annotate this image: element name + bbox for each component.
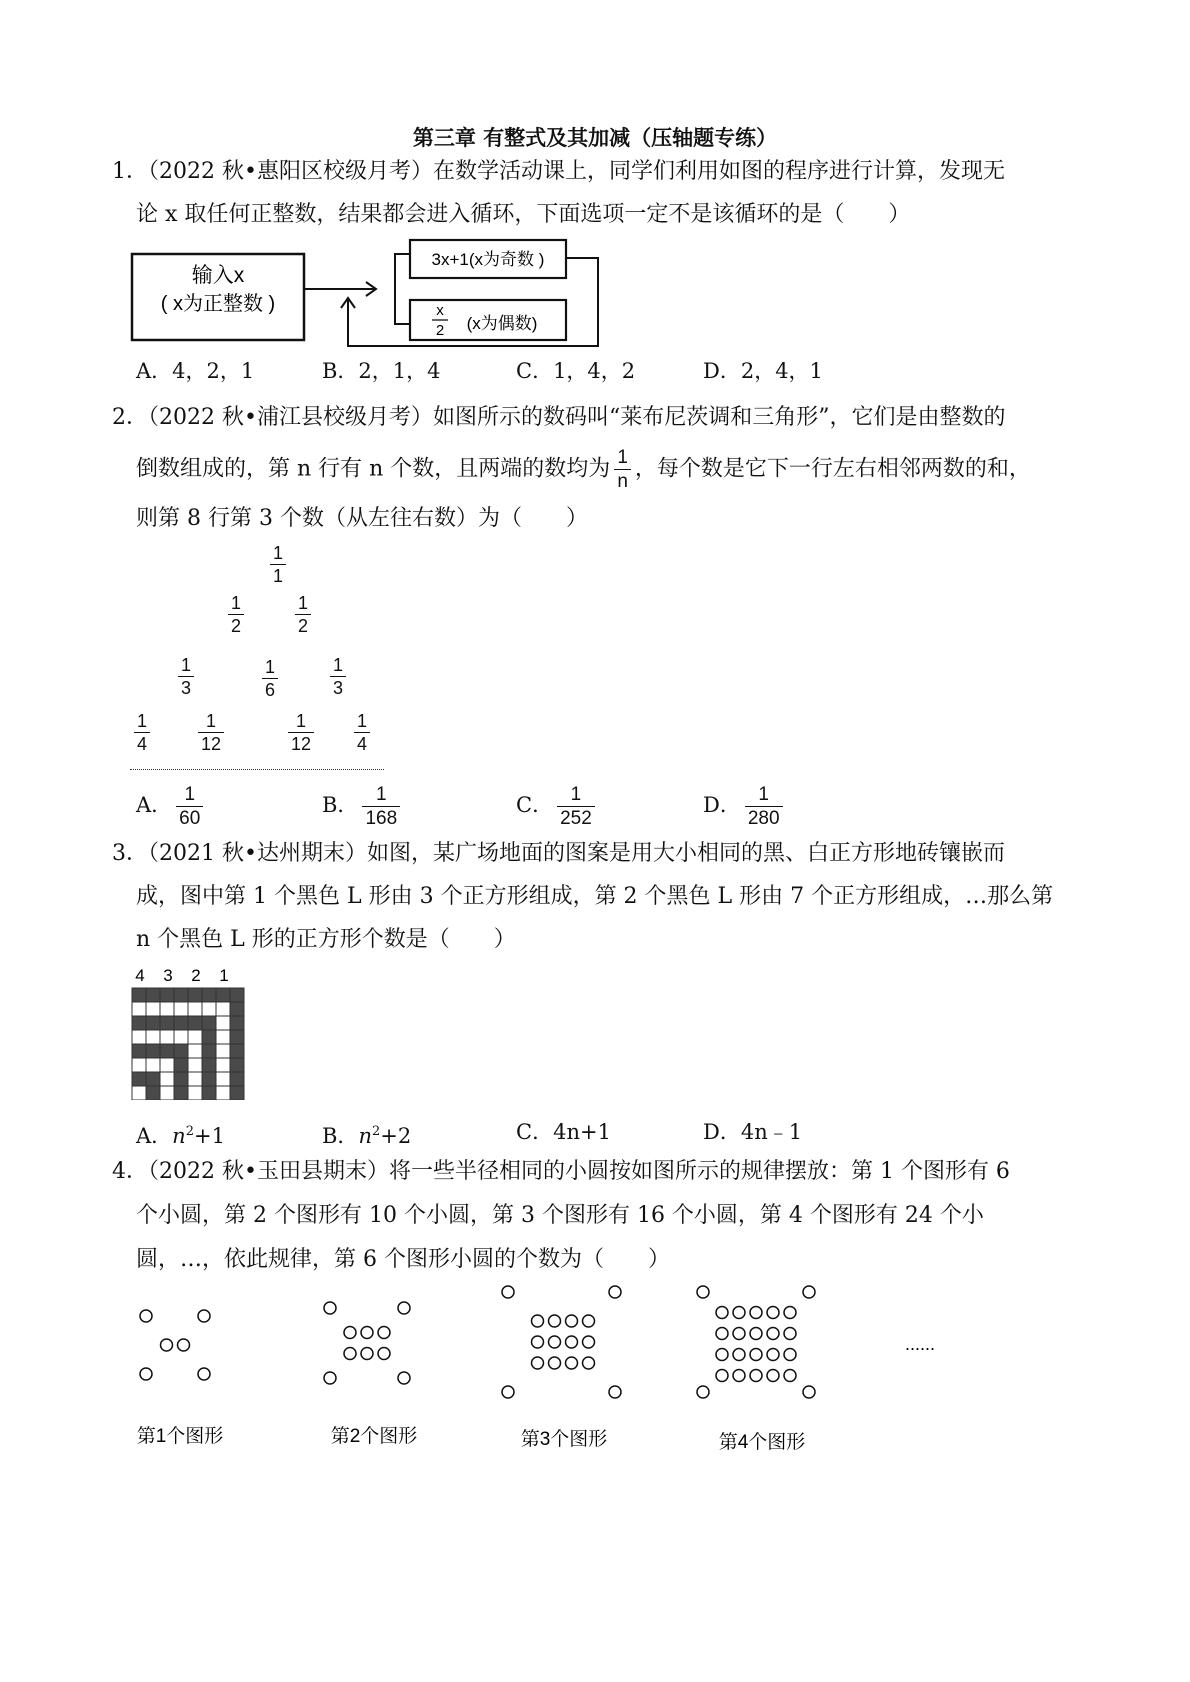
inner-circle — [750, 1328, 762, 1340]
black-tile — [202, 1058, 216, 1072]
corner-circle — [803, 1386, 815, 1398]
figure-label-2: 第2个图形 — [330, 1426, 418, 1447]
corner-circle — [803, 1286, 815, 1298]
q3-option-a: A．$n^2+1$ — [136, 1124, 225, 1148]
white-tile — [132, 1058, 146, 1072]
black-tile — [230, 1030, 244, 1044]
inner-circle — [532, 1315, 544, 1327]
inner-circle — [716, 1349, 728, 1361]
inner-circle — [716, 1370, 728, 1382]
harmonic-triangle — [126, 540, 396, 776]
white-tile — [160, 1030, 174, 1044]
white-tile — [160, 1002, 174, 1016]
q4-stem-line-3: 圆，…，依此规律，第 6 个图形小圆的个数为（ ） — [136, 1247, 670, 1272]
inner-circle — [767, 1307, 779, 1319]
tri-r1-c1: $\frac{1}{1}$ — [270, 544, 286, 585]
q2-stem-line-2 — [136, 448, 1031, 491]
figure-label-4: 第4个图形 — [718, 1432, 806, 1453]
q2-option-c-fraction: $\frac{1}{252}$ — [557, 785, 595, 828]
q3-option-d: D．4n﹣1 — [703, 1120, 803, 1144]
black-tile — [202, 1044, 216, 1058]
white-tile — [188, 1072, 202, 1086]
corner-circle — [502, 1286, 514, 1298]
white-tile — [132, 1030, 146, 1044]
q2-stem-line-2-post: ，每个数是它下一行左右相邻两数的和， — [634, 456, 1031, 482]
corner-circle — [609, 1386, 621, 1398]
q3-l-shape-grid — [130, 962, 248, 1100]
white-tile — [188, 1002, 202, 1016]
corner-circle — [140, 1368, 152, 1380]
branch-line-top — [395, 254, 410, 289]
q2-option-d: D． $\frac{1}{280}$ — [703, 785, 787, 828]
q1-stem-line-2: 论 x 取任何正整数，结果都会进入循环，下面选项一定不是该循环的是（ ） — [136, 202, 911, 227]
corner-circle — [502, 1386, 514, 1398]
inner-circle — [733, 1328, 745, 1340]
q3-stem-line-1: 3．（2021 秋•达州期末）如图，某广场地面的图案是用大小相同的黑、白正方形地砖镶嵌而 — [112, 841, 1005, 866]
inner-circle — [583, 1336, 595, 1348]
q2-option-c: C． $\frac{1}{252}$ — [516, 785, 599, 828]
corner-circle — [609, 1286, 621, 1298]
white-tile — [188, 1086, 202, 1100]
black-tile — [160, 1016, 174, 1030]
q2-option-b-fraction: $\frac{1}{168}$ — [362, 785, 400, 828]
white-tile — [216, 1016, 230, 1030]
white-tile — [216, 1044, 230, 1058]
black-tile — [202, 1030, 216, 1044]
tri-r2-c2: $\frac{1}{2}$ — [295, 594, 311, 635]
black-tile — [146, 1044, 160, 1058]
black-tile — [132, 1072, 146, 1086]
q2-stem-line-3: 则第 8 行第 3 个数（从左往右数）为（ ） — [136, 506, 588, 531]
q2-stem-line-2-pre: 倒数组成的，第 n 行有 n 个数，且两端的数均为 — [136, 456, 611, 482]
tri-r3-c2: $\frac{1}{6}$ — [262, 658, 278, 699]
inner-circle — [784, 1349, 796, 1361]
q2-option-b: B． $\frac{1}{168}$ — [322, 785, 404, 828]
q3-option-c: C．4n+1 — [516, 1120, 611, 1144]
white-tile — [174, 1002, 188, 1016]
black-tile — [174, 988, 188, 1002]
inner-circle — [784, 1307, 796, 1319]
black-tile — [202, 1072, 216, 1086]
circle-patterns — [140, 1286, 815, 1398]
inner-circle — [532, 1336, 544, 1348]
triangle-continuation-dots — [130, 769, 384, 770]
white-tile — [188, 1058, 202, 1072]
black-tile — [160, 1044, 174, 1058]
black-tile — [174, 1072, 188, 1086]
black-tile — [230, 988, 244, 1002]
q1-option-b: B．2，1，4 — [322, 359, 441, 383]
white-tile — [174, 1030, 188, 1044]
inner-circle — [767, 1349, 779, 1361]
corner-circle — [697, 1386, 709, 1398]
corner-circle — [324, 1302, 336, 1314]
inner-circle — [583, 1315, 595, 1327]
q2-option-a-fraction: $\frac{1}{60}$ — [176, 785, 203, 828]
white-tile — [146, 1058, 160, 1072]
input-label-2: ( x为正整数 ) — [160, 293, 276, 315]
inner-circle — [549, 1336, 561, 1348]
inner-circle — [344, 1348, 356, 1360]
corner-circle — [398, 1302, 410, 1314]
black-tile — [146, 1086, 160, 1100]
pattern-ellipsis: ...... — [904, 1334, 936, 1354]
grid-label-2: 2 — [191, 966, 201, 985]
black-tile — [174, 1058, 188, 1072]
black-tile — [216, 988, 230, 1002]
white-tile — [188, 1030, 202, 1044]
black-tile — [230, 1002, 244, 1016]
corner-circle — [140, 1310, 152, 1322]
grid-label-4: 4 — [135, 966, 145, 985]
black-tile — [230, 1058, 244, 1072]
white-tile — [132, 1086, 146, 1100]
grid-cells — [132, 988, 244, 1100]
figure-label-3: 第3个图形 — [520, 1429, 608, 1450]
white-tile — [216, 1058, 230, 1072]
white-tile — [216, 1086, 230, 1100]
input-label-1: 输入x — [191, 264, 245, 287]
black-tile — [230, 1044, 244, 1058]
white-tile — [216, 1030, 230, 1044]
tri-r4-c3: $\frac{1}{12}$ — [288, 712, 314, 753]
black-tile — [174, 1086, 188, 1100]
inner-circle — [750, 1349, 762, 1361]
figure-label-1: 第1个图形 — [136, 1426, 224, 1447]
white-tile — [132, 1002, 146, 1016]
black-tile — [160, 988, 174, 1002]
tri-r3-c3: $\frac{1}{3}$ — [330, 656, 346, 697]
q1-option-d: D．2，4，1 — [703, 359, 823, 383]
inner-circle — [716, 1328, 728, 1340]
black-tile — [230, 1086, 244, 1100]
black-tile — [132, 988, 146, 1002]
black-tile — [146, 1016, 160, 1030]
q3-stem-line-2: 成，图中第 1 个黑色 L 形由 3 个正方形组成，第 2 个黑色 L 形由 7 个正方形组成，…那么第 — [136, 884, 1054, 909]
inner-circle — [583, 1357, 595, 1369]
inner-circle — [716, 1307, 728, 1319]
inner-circle — [566, 1315, 578, 1327]
even-rule-denominator: 2 — [435, 322, 445, 339]
black-tile — [174, 1044, 188, 1058]
white-tile — [216, 1002, 230, 1016]
inner-circle — [750, 1307, 762, 1319]
inner-circle — [767, 1370, 779, 1382]
inner-circle — [361, 1327, 373, 1339]
white-tile — [160, 1072, 174, 1086]
black-tile — [202, 1086, 216, 1100]
q3-option-b: B．$n^2+2$ — [322, 1124, 412, 1148]
inner-circle — [767, 1328, 779, 1340]
black-tile — [132, 1016, 146, 1030]
corner-circle — [697, 1286, 709, 1298]
white-tile — [146, 1002, 160, 1016]
black-tile — [230, 1016, 244, 1030]
white-tile — [202, 1002, 216, 1016]
q1-flowchart — [130, 236, 650, 368]
q2-inline-fraction-num: 1 — [614, 448, 631, 470]
inner-circle — [784, 1370, 796, 1382]
inner-circle — [532, 1357, 544, 1369]
black-tile — [146, 988, 160, 1002]
white-tile — [146, 1030, 160, 1044]
grid-label-1: 1 — [219, 966, 229, 985]
q1-option-a: A．4，2，1 — [136, 359, 255, 383]
black-tile — [174, 1016, 188, 1030]
q1-stem-line-1: 1．（2022 秋•惠阳区校级月考）在数学活动课上，同学们利用如图的程序进行计算，发现无 — [112, 159, 1005, 184]
tri-r4-c2: $\frac{1}{12}$ — [198, 712, 224, 753]
q2-inline-fraction-den: n — [617, 471, 628, 492]
tri-r4-c4: $\frac{1}{4}$ — [354, 712, 370, 753]
q1-option-c: C．1，4，2 — [516, 359, 636, 383]
white-tile — [188, 1044, 202, 1058]
white-tile — [160, 1086, 174, 1100]
q2-stem-line-1: 2．（2022 秋•浦江县校级月考）如图所示的数码叫“莱布尼茨调和三角形”，它们是由整数的 — [112, 405, 1006, 430]
inner-circle — [733, 1349, 745, 1361]
q4-stem-line-2: 个小圆，第 2 个图形有 10 个小圆，第 3 个图形有 16 个小圆，第 4 个图形有 24 个小 — [136, 1203, 984, 1228]
corner-circle — [398, 1372, 410, 1384]
black-tile — [202, 988, 216, 1002]
tri-r2-c1: $\frac{1}{2}$ — [228, 594, 244, 635]
inner-circle — [733, 1307, 745, 1319]
q2-option-d-fraction: $\frac{1}{280}$ — [745, 785, 783, 828]
inner-circle — [378, 1327, 390, 1339]
black-tile — [230, 1072, 244, 1086]
black-tile — [188, 1016, 202, 1030]
q2-option-a: A． $\frac{1}{60}$ — [136, 785, 207, 828]
corner-circle — [198, 1368, 210, 1380]
corner-circle — [324, 1372, 336, 1384]
white-tile — [160, 1058, 174, 1072]
inner-circle — [566, 1357, 578, 1369]
inner-circle — [733, 1370, 745, 1382]
even-rule-numerator: x — [436, 302, 444, 319]
branch-line-bottom — [395, 289, 410, 324]
inner-circle — [549, 1315, 561, 1327]
corner-circle — [198, 1310, 210, 1322]
even-rule-label: (x为偶数) — [466, 314, 538, 333]
black-tile — [146, 1072, 160, 1086]
black-tile — [188, 988, 202, 1002]
inner-circle — [178, 1339, 190, 1351]
black-tile — [202, 1016, 216, 1030]
inner-circle — [784, 1328, 796, 1340]
inner-circle — [750, 1370, 762, 1382]
inner-circle — [378, 1348, 390, 1360]
tri-r3-c1: $\frac{1}{3}$ — [178, 656, 194, 697]
tri-r4-c1: $\frac{1}{4}$ — [134, 712, 150, 753]
inner-circle — [549, 1357, 561, 1369]
inner-circle — [566, 1336, 578, 1348]
q3-stem-line-3: n 个黑色 L 形的正方形个数是（ ） — [136, 927, 516, 952]
inner-circle — [361, 1348, 373, 1360]
inner-circle — [161, 1339, 173, 1351]
q4-stem-line-1: 4．（2022 秋•玉田县期末）将一些半径相同的小圆按如图所示的规律摆放：第 1 个图形有 6 — [112, 1159, 1010, 1184]
odd-rule-label: 3x+1(x为奇数 ) — [431, 250, 545, 269]
q2-inline-fraction — [614, 448, 631, 491]
page-title: 第三章 有整式及其加减（压轴题专练） — [412, 125, 778, 150]
white-tile — [216, 1072, 230, 1086]
inner-circle — [344, 1327, 356, 1339]
q4-circle-figures — [120, 1280, 960, 1470]
grid-label-3: 3 — [163, 966, 173, 985]
black-tile — [132, 1044, 146, 1058]
